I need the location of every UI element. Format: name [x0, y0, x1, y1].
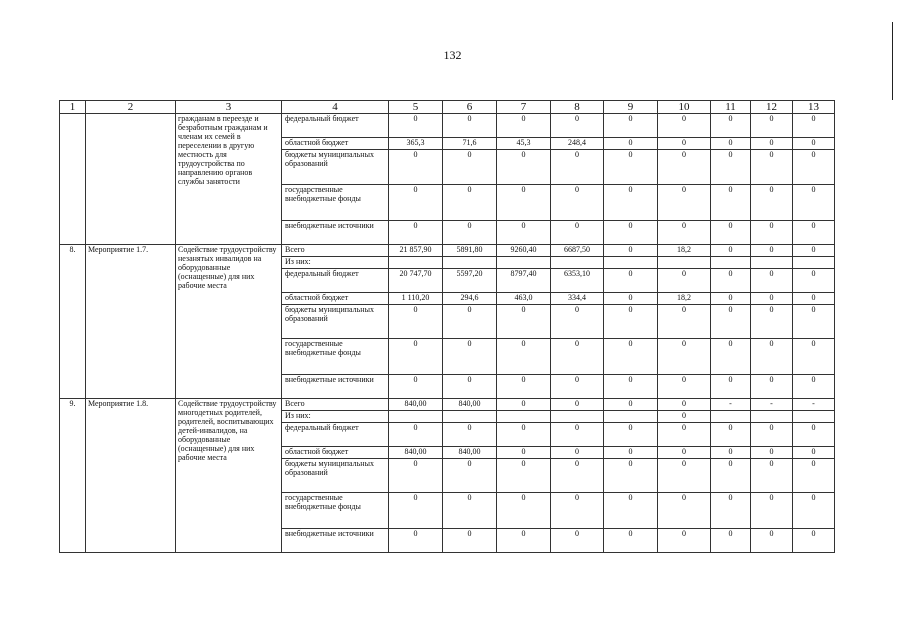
value-cell: 0 — [658, 305, 711, 339]
value-cell: 0 — [497, 221, 551, 245]
value-cell: 1 110,20 — [389, 293, 443, 305]
value-cell: 0 — [658, 375, 711, 399]
value-cell: 18,2 — [658, 245, 711, 257]
funding-source-cell: внебюджетные источники — [282, 221, 389, 245]
funding-source-cell: бюджеты муниципальных образований — [282, 305, 389, 339]
value-cell: 0 — [793, 423, 835, 447]
value-cell: 0 — [658, 269, 711, 293]
value-cell: 0 — [497, 339, 551, 375]
value-cell: 0 — [551, 423, 604, 447]
value-cell: 0 — [711, 529, 751, 553]
value-cell: 0 — [497, 423, 551, 447]
value-cell: 0 — [551, 339, 604, 375]
column-number-cell: 13 — [793, 101, 835, 114]
value-cell: 21 857,90 — [389, 245, 443, 257]
value-cell: 0 — [711, 185, 751, 221]
value-cell: 0 — [751, 305, 793, 339]
value-cell: 0 — [711, 150, 751, 185]
value-cell: 0 — [389, 493, 443, 529]
value-cell: 365,3 — [389, 138, 443, 150]
value-cell: 0 — [443, 459, 497, 493]
value-cell — [751, 257, 793, 269]
row-index-cell: 9. — [60, 399, 86, 553]
value-cell: 0 — [751, 447, 793, 459]
value-cell — [711, 411, 751, 423]
value-cell: 0 — [551, 305, 604, 339]
funding-source-cell: государственные внебюджетные фонды — [282, 185, 389, 221]
funding-source-cell: внебюджетные источники — [282, 375, 389, 399]
column-number-cell: 1 — [60, 101, 86, 114]
table-row — [60, 114, 835, 138]
value-cell: 0 — [551, 399, 604, 411]
value-cell: 0 — [711, 493, 751, 529]
value-cell: 0 — [793, 185, 835, 221]
value-cell: 0 — [604, 221, 658, 245]
description-cell: гражданам в переезде и безработным гражданам и членам их семей в переселении в другую местность для трудоустройства по направлению органов службы занятости — [176, 114, 282, 245]
value-cell: 45,3 — [497, 138, 551, 150]
value-cell — [604, 257, 658, 269]
value-cell: 9260,40 — [497, 245, 551, 257]
value-cell: 0 — [604, 423, 658, 447]
value-cell: 0 — [497, 150, 551, 185]
value-cell: 0 — [604, 114, 658, 138]
funding-source-cell: федеральный бюджет — [282, 423, 389, 447]
value-cell — [551, 411, 604, 423]
value-cell: 0 — [711, 138, 751, 150]
funding-source-cell: Всего — [282, 399, 389, 411]
funding-source-cell: бюджеты муниципальных образований — [282, 150, 389, 185]
value-cell: 18,2 — [658, 293, 711, 305]
value-cell: 0 — [751, 269, 793, 293]
column-number-cell: 12 — [751, 101, 793, 114]
column-number-cell: 5 — [389, 101, 443, 114]
value-cell: 0 — [497, 114, 551, 138]
column-number-cell: 4 — [282, 101, 389, 114]
column-number-cell: 6 — [443, 101, 497, 114]
value-cell — [711, 257, 751, 269]
value-cell: 0 — [443, 529, 497, 553]
value-cell: 0 — [551, 459, 604, 493]
value-cell: 8797,40 — [497, 269, 551, 293]
value-cell: 0 — [497, 493, 551, 529]
value-cell: 0 — [793, 150, 835, 185]
value-cell: 0 — [497, 459, 551, 493]
scan-margin-line — [892, 22, 893, 100]
value-cell: 0 — [711, 114, 751, 138]
funding-source-cell: областной бюджет — [282, 138, 389, 150]
table-row — [60, 245, 835, 257]
funding-source-cell: государственные внебюджетные фонды — [282, 493, 389, 529]
value-cell: 0 — [711, 305, 751, 339]
measure-cell: Мероприятие 1.7. — [86, 245, 176, 399]
value-cell: 0 — [389, 339, 443, 375]
value-cell: 0 — [389, 150, 443, 185]
value-cell — [751, 411, 793, 423]
value-cell: 0 — [658, 185, 711, 221]
value-cell: 0 — [711, 423, 751, 447]
value-cell: 0 — [551, 185, 604, 221]
value-cell — [497, 257, 551, 269]
value-cell: 0 — [793, 305, 835, 339]
value-cell: 0 — [604, 339, 658, 375]
column-number-row — [60, 101, 835, 114]
funding-source-cell: областной бюджет — [282, 447, 389, 459]
value-cell — [389, 411, 443, 423]
value-cell: 0 — [604, 447, 658, 459]
value-cell: 0 — [389, 221, 443, 245]
value-cell: 0 — [658, 399, 711, 411]
table-row — [60, 399, 835, 411]
value-cell: 0 — [751, 375, 793, 399]
value-cell: 0 — [551, 493, 604, 529]
value-cell — [443, 411, 497, 423]
funding-source-cell: федеральный бюджет — [282, 269, 389, 293]
value-cell: 0 — [751, 221, 793, 245]
value-cell: 0 — [793, 269, 835, 293]
value-cell: 0 — [711, 447, 751, 459]
value-cell: 840,00 — [389, 447, 443, 459]
value-cell: 0 — [443, 339, 497, 375]
value-cell: 0 — [389, 114, 443, 138]
value-cell: 6687,50 — [551, 245, 604, 257]
value-cell: 0 — [604, 293, 658, 305]
value-cell: 463,0 — [497, 293, 551, 305]
value-cell — [793, 411, 835, 423]
value-cell: 0 — [793, 221, 835, 245]
value-cell: 0 — [551, 150, 604, 185]
funding-source-cell: Из них: — [282, 411, 389, 423]
column-number-cell: 7 — [497, 101, 551, 114]
value-cell: 0 — [793, 339, 835, 375]
value-cell: 0 — [711, 375, 751, 399]
value-cell: 0 — [389, 185, 443, 221]
value-cell: 0 — [443, 150, 497, 185]
value-cell: 248,4 — [551, 138, 604, 150]
value-cell — [793, 257, 835, 269]
column-number-cell: 9 — [604, 101, 658, 114]
description-cell: Содействие трудоустройству незанятых инвалидов на оборудованные (оснащенные) для них рабочие места — [176, 245, 282, 399]
value-cell: - — [711, 399, 751, 411]
measure-cell: Мероприятие 1.8. — [86, 399, 176, 553]
value-cell: 840,00 — [389, 399, 443, 411]
value-cell: - — [793, 399, 835, 411]
value-cell: 334,4 — [551, 293, 604, 305]
value-cell: 0 — [389, 529, 443, 553]
value-cell: 0 — [497, 529, 551, 553]
value-cell: 0 — [711, 269, 751, 293]
row-index-cell: 8. — [60, 245, 86, 399]
value-cell: 0 — [751, 150, 793, 185]
page-number: 132 — [443, 48, 462, 62]
value-cell: 0 — [389, 305, 443, 339]
value-cell: 0 — [604, 138, 658, 150]
value-cell: 0 — [793, 245, 835, 257]
value-cell: 0 — [604, 459, 658, 493]
value-cell: 0 — [551, 114, 604, 138]
value-cell — [497, 411, 551, 423]
value-cell: 0 — [497, 375, 551, 399]
value-cell: 0 — [389, 459, 443, 493]
value-cell: 0 — [751, 339, 793, 375]
value-cell: 0 — [443, 114, 497, 138]
value-cell: 0 — [793, 459, 835, 493]
value-cell: 0 — [658, 114, 711, 138]
value-cell: 0 — [751, 138, 793, 150]
value-cell: 0 — [658, 138, 711, 150]
value-cell — [658, 257, 711, 269]
value-cell: 0 — [389, 423, 443, 447]
funding-source-cell: Из них: — [282, 257, 389, 269]
value-cell: 5891,80 — [443, 245, 497, 257]
funding-source-cell: федеральный бюджет — [282, 114, 389, 138]
value-cell — [604, 411, 658, 423]
value-cell: 0 — [497, 185, 551, 221]
column-number-cell: 10 — [658, 101, 711, 114]
value-cell: 0 — [793, 529, 835, 553]
value-cell: 0 — [751, 185, 793, 221]
value-cell: 0 — [711, 459, 751, 493]
value-cell: 5597,20 — [443, 269, 497, 293]
value-cell: 0 — [604, 269, 658, 293]
value-cell: 0 — [443, 305, 497, 339]
funding-source-cell: областной бюджет — [282, 293, 389, 305]
value-cell: 840,00 — [443, 399, 497, 411]
value-cell: 0 — [793, 293, 835, 305]
value-cell: 0 — [443, 423, 497, 447]
value-cell: 0 — [604, 529, 658, 553]
value-cell: 0 — [604, 305, 658, 339]
funding-source-cell: бюджеты муниципальных образований — [282, 459, 389, 493]
value-cell: 0 — [389, 375, 443, 399]
value-cell — [443, 257, 497, 269]
value-cell: 0 — [551, 221, 604, 245]
value-cell: 0 — [604, 375, 658, 399]
column-number-cell: 8 — [551, 101, 604, 114]
value-cell: 0 — [658, 529, 711, 553]
value-cell: 0 — [711, 293, 751, 305]
value-cell: 0 — [711, 221, 751, 245]
value-cell: 0 — [604, 399, 658, 411]
value-cell: 20 747,70 — [389, 269, 443, 293]
value-cell: 0 — [751, 423, 793, 447]
value-cell: 0 — [443, 375, 497, 399]
value-cell: 0 — [658, 423, 711, 447]
value-cell: 0 — [658, 493, 711, 529]
funding-source-cell: внебюджетные источники — [282, 529, 389, 553]
value-cell: 0 — [793, 114, 835, 138]
value-cell: 0 — [443, 221, 497, 245]
value-cell: 0 — [658, 447, 711, 459]
value-cell: 0 — [497, 305, 551, 339]
value-cell: 0 — [658, 459, 711, 493]
funding-source-cell: государственные внебюджетные фонды — [282, 339, 389, 375]
value-cell: 0 — [604, 493, 658, 529]
value-cell: 0 — [793, 375, 835, 399]
value-cell: - — [751, 399, 793, 411]
value-cell: 0 — [751, 529, 793, 553]
value-cell: 0 — [551, 375, 604, 399]
value-cell: 0 — [751, 293, 793, 305]
value-cell: 0 — [604, 245, 658, 257]
column-number-cell: 11 — [711, 101, 751, 114]
value-cell: 840,00 — [443, 447, 497, 459]
description-cell: Содействие трудоустройству многодетных родителей, родителей, воспитывающих детей-инвалидов, на оборудованные (оснащенные) для них рабочие места — [176, 399, 282, 553]
value-cell — [551, 257, 604, 269]
value-cell: 0 — [751, 245, 793, 257]
value-cell: 0 — [793, 138, 835, 150]
value-cell: 0 — [751, 459, 793, 493]
value-cell: 0 — [658, 339, 711, 375]
value-cell: 0 — [604, 185, 658, 221]
value-cell: 0 — [711, 245, 751, 257]
value-cell: 0 — [604, 150, 658, 185]
measure-cell — [86, 114, 176, 245]
funding-source-cell: Всего — [282, 245, 389, 257]
value-cell: 0 — [443, 493, 497, 529]
value-cell: 0 — [551, 447, 604, 459]
value-cell: 0 — [443, 185, 497, 221]
budget-table — [59, 100, 835, 553]
value-cell: 0 — [497, 399, 551, 411]
column-number-cell: 2 — [86, 101, 176, 114]
value-cell: 0 — [751, 114, 793, 138]
value-cell: 71,6 — [443, 138, 497, 150]
value-cell — [389, 257, 443, 269]
value-cell: 0 — [551, 529, 604, 553]
value-cell: 0 — [793, 493, 835, 529]
value-cell: 0 — [658, 150, 711, 185]
value-cell: 0 — [497, 447, 551, 459]
value-cell: 0 — [658, 221, 711, 245]
value-cell: 6353,10 — [551, 269, 604, 293]
row-index-cell — [60, 114, 86, 245]
value-cell: 0 — [751, 493, 793, 529]
value-cell: 0 — [658, 411, 711, 423]
value-cell: 0 — [711, 339, 751, 375]
column-number-cell: 3 — [176, 101, 282, 114]
value-cell: 0 — [793, 447, 835, 459]
value-cell: 294,6 — [443, 293, 497, 305]
